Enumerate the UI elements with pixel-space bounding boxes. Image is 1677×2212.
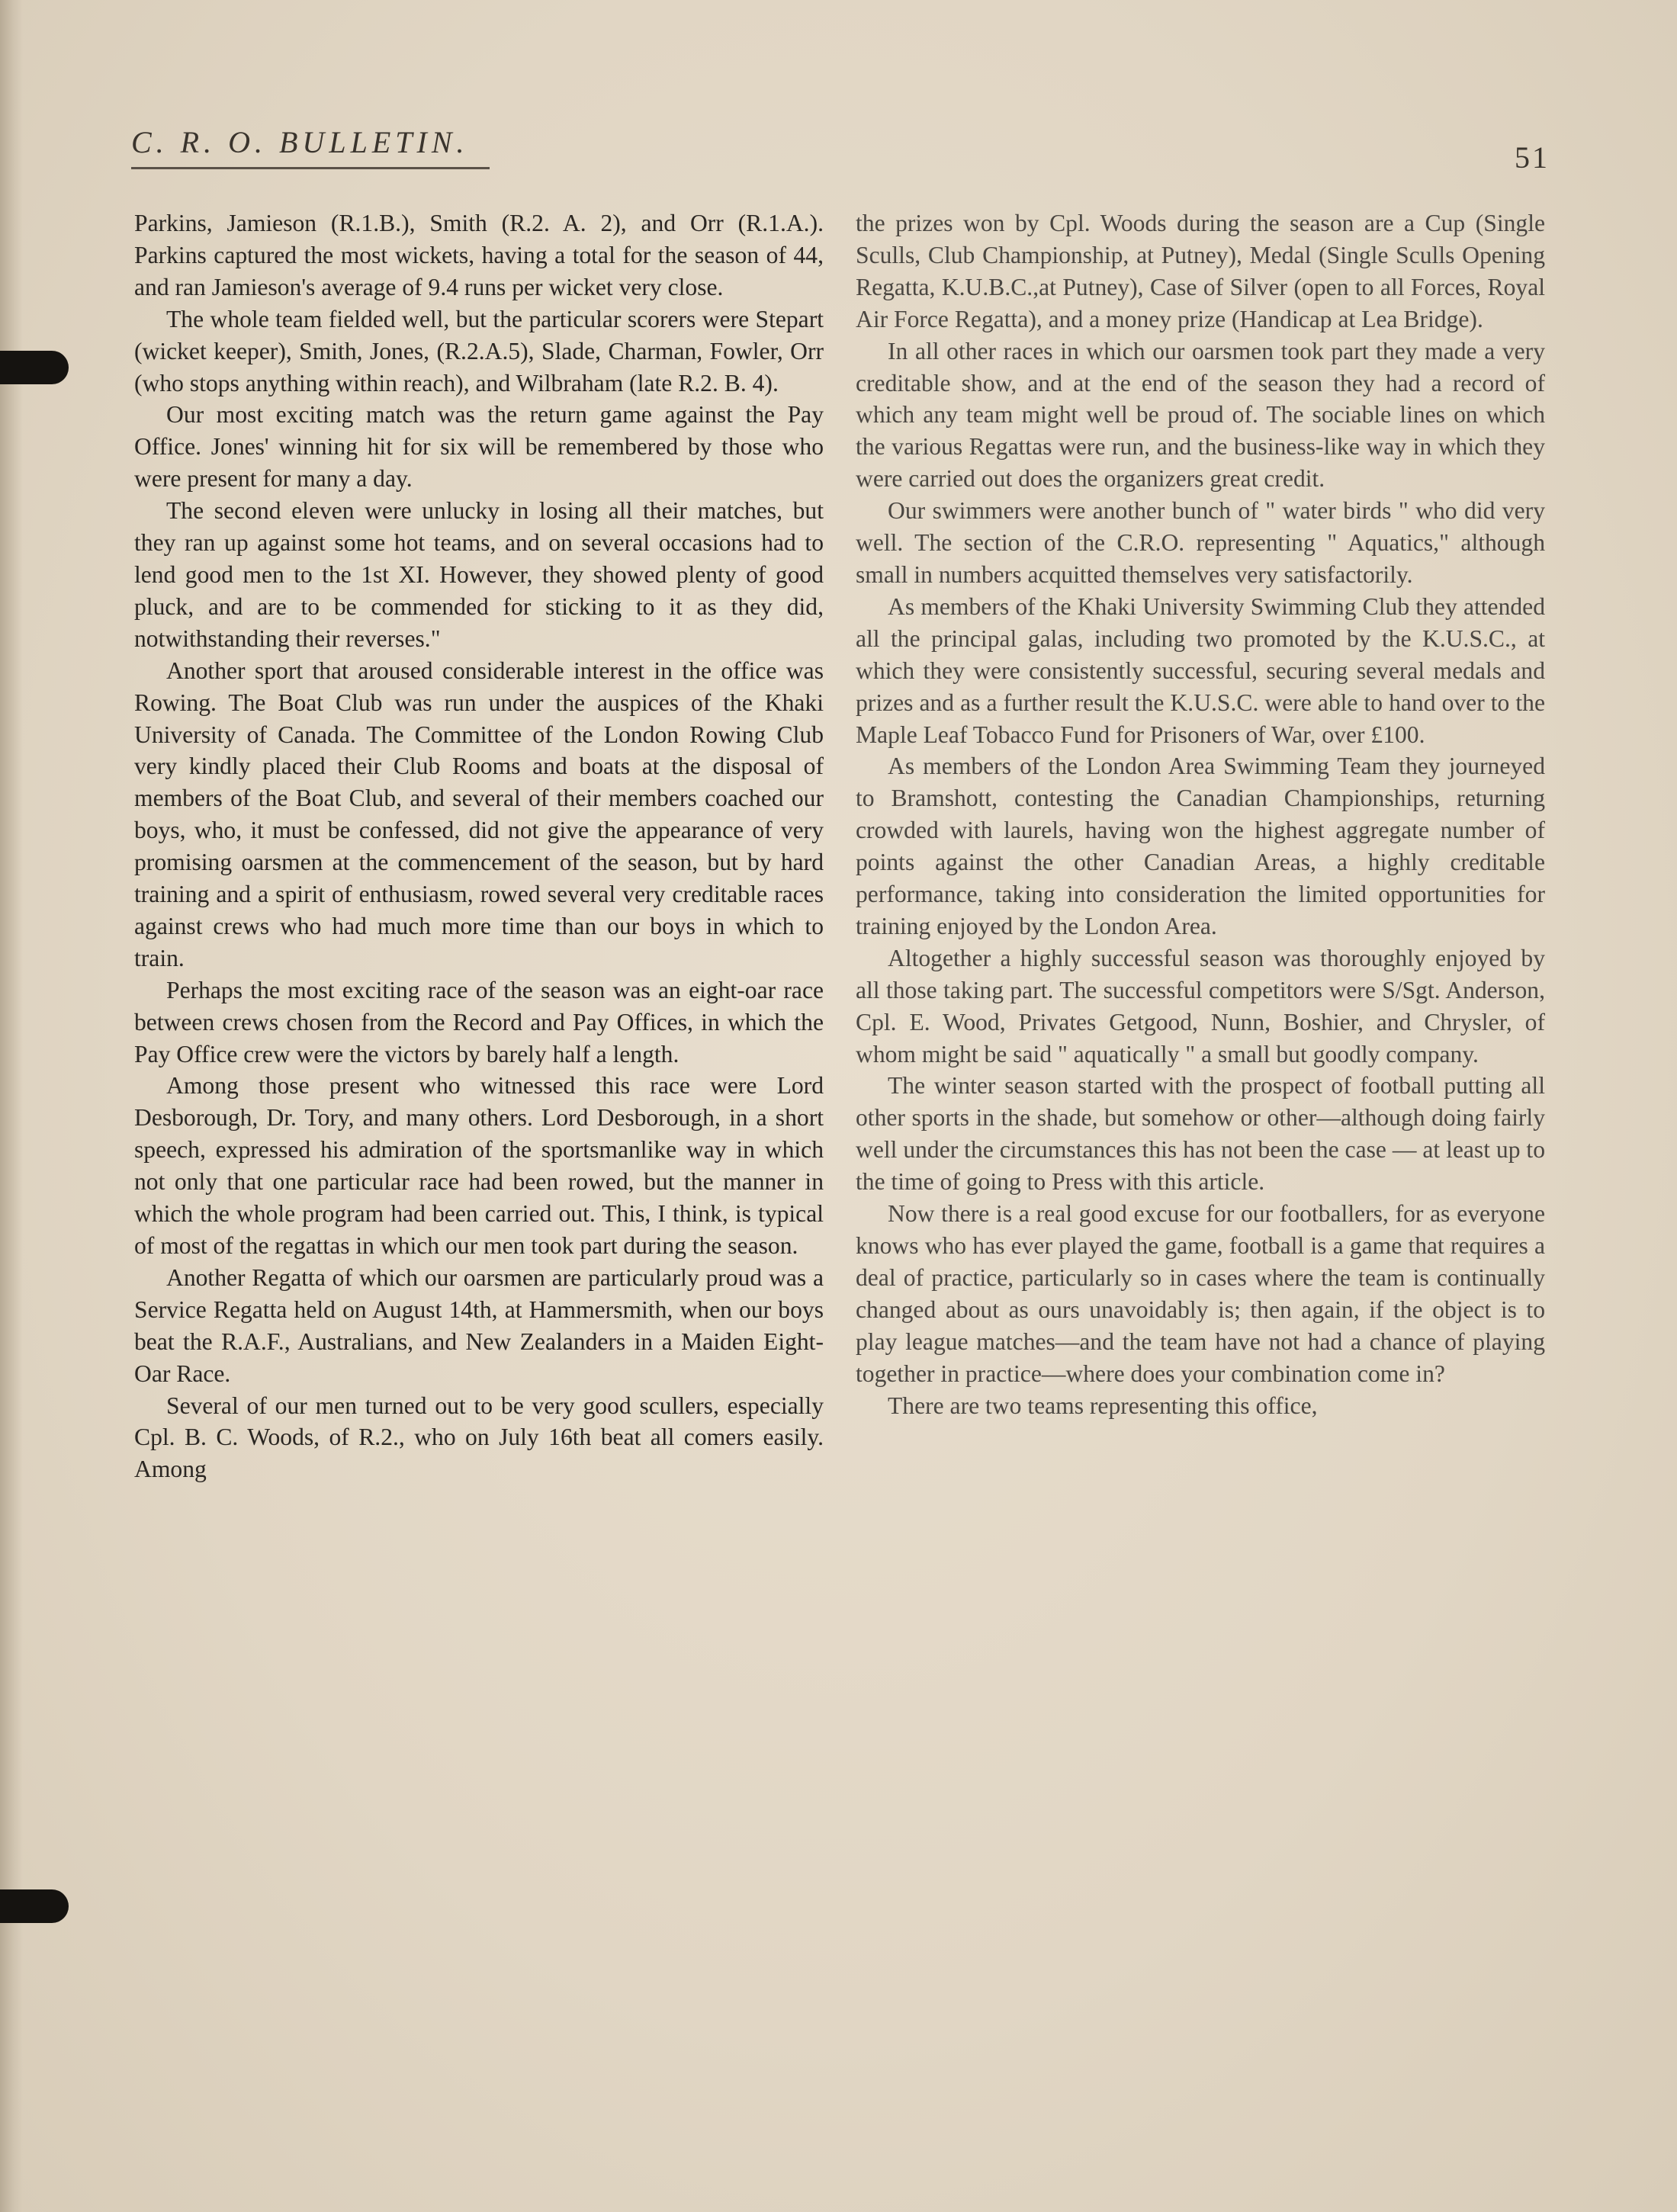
- paragraph: There are two teams representing this office,: [888, 1392, 1318, 1419]
- punch-hole-top: [0, 351, 69, 384]
- punch-hole-bottom: [0, 1889, 69, 1923]
- page-number: 51: [1515, 140, 1550, 175]
- paragraph: The winter season started with the prospect of football putting all other sports in the shade, but somehow or other—although doing fairly well under the circumstances this has not been the case — at least up to the time of going to Press with this article.: [856, 1072, 1545, 1196]
- left-column: [134, 207, 824, 1485]
- paragraph: Another sport that aroused considerable interest in the office was Rowing. The Boat Club was run under the auspices of the Khaki University of Canada. The Committee of the London Rowing Club very kindly placed their Club Rooms and boats at the disposal of members of the Boat Club, and several of their members coached our boys, who, it must be confessed, did not give the appearance of very promising oarsmen at the commencement of the season, but by hard training and a spirit of enthusiasm, rowed several very creditable races against crews who had much more time than our boys in which to train.: [134, 657, 824, 971]
- paragraph: Among those present who witnessed this race were Lord Desborough, Dr. Tory, and many others. Lord Desborough, in a short speech, expressed his admiration of the sportsmanlike way in which not only that one particular race had been rowed, but the manner in which the whole program had been carried out. This, I think, is typical of most of the regattas in which our men took part during the season.: [134, 1072, 824, 1259]
- page-header: [131, 124, 1550, 185]
- paragraph: Our most exciting match was the return game against the Pay Office. Jones' winning hit for six will be remembered by those who were present for many a day.: [134, 401, 824, 493]
- paragraph: As members of the Khaki University Swimming Club they attended all the principal galas, including two promoted by the K.U.S.C., at which they were consistently successful, securing several medals and prizes and as a further result the K.U.S.C. were able to hand over to the Maple Leaf Tobacco Fund for Prisoners of War, over £100.: [856, 592, 1545, 748]
- right-column: [856, 207, 1545, 1421]
- binding-edge: [0, 0, 23, 2212]
- paragraph: Another Regatta of which our oarsmen are particularly proud was a Service Regatta held on August 14th, at Hammersmith, when our boys beat the R.A.F., Australians, and New Zealanders in a Maiden Eight-Oar Race.: [134, 1263, 824, 1387]
- paragraph: The whole team fielded well, but the particular scorers were Stepart (wicket keeper), Smith, Jones, (R.2.A.5), Slade, Charman, Fowler, Orr (who stops anything within reach), and Wilbraham (late R.2. B. 4).: [134, 305, 824, 396]
- paragraph: Our swimmers were another bunch of " water birds " who did very well. The section of the C.R.O. representing " Aquatics," although small in numbers acquitted themselves very satisfactorily.: [856, 497, 1545, 588]
- title-underline: [131, 167, 490, 169]
- paragraph: In all other races in which our oarsmen took part they made a very creditable show, and at the end of the season they had a record of which any team might well be proud of. The sociable lines on which the various Regattas were run, and the business-like way in which they were carried out does the organizers great credit.: [856, 337, 1545, 493]
- paragraph: Several of our men turned out to be very good scullers, especially Cpl. B. C. Woods, of R.2., who on July 16th beat all comers easily. Among: [134, 1392, 824, 1483]
- paragraph: The second eleven were unlucky in losing all their matches, but they ran up against some hot teams, and on several occasions had to lend good men to the 1st XI. However, they showed plenty of good pluck, and are to be commended for sticking to it as they did, notwithstanding their reverses.": [134, 497, 824, 652]
- paragraph: Perhaps the most exciting race of the season was an eight-oar race between crews chosen from the Record and Pay Offices, in which the Pay Office crew were the victors by barely half a length.: [134, 976, 824, 1067]
- paragraph: As members of the London Area Swimming Team they journeyed to Bramshott, contesting the Canadian Championships, returning crowded with laurels, having won the highest aggregate number of points against the other Canadian Areas, a highly creditable performance, taking into consideration the limited opportunities for training enjoyed by the London Area.: [856, 753, 1545, 939]
- bulletin-title: C. R. O. BULLETIN.: [131, 125, 469, 159]
- paragraph: Altogether a highly successful season was thoroughly enjoyed by all those taking part. The successful competitors were S/Sgt. Anderson, Cpl. E. Wood, Privates Getgood, Nunn, Boshier, and Chrysler, of whom might be said " aquatically " a small but goodly company.: [856, 944, 1545, 1067]
- paragraph: Now there is a real good excuse for our footballers, for as everyone knows who has ever played the game, football is a game that requires a deal of practice, particularly so in cases where the team is continually changed about as ours unavoidably is; then again, if the object is to play league matches—and the team have not had a chance of playing together in practice—where does your combination come in?: [856, 1200, 1545, 1387]
- paragraph: the prizes won by Cpl. Woods during the season are a Cup (Single Sculls, Club Championship, at Putney), Medal (Single Sculls Opening Regatta, K.U.B.C.,at Putney), Case of Silver (open to all Forces, Royal Air Force Regatta), and a money prize (Handicap at Lea Bridge).: [856, 210, 1545, 332]
- paragraph: Parkins, Jamieson (R.1.B.), Smith (R.2. A. 2), and Orr (R.1.A.). Parkins captured the most wickets, having a total for the season of 44, and ran Jamieson's average of 9.4 runs per wicket very close.: [134, 210, 824, 300]
